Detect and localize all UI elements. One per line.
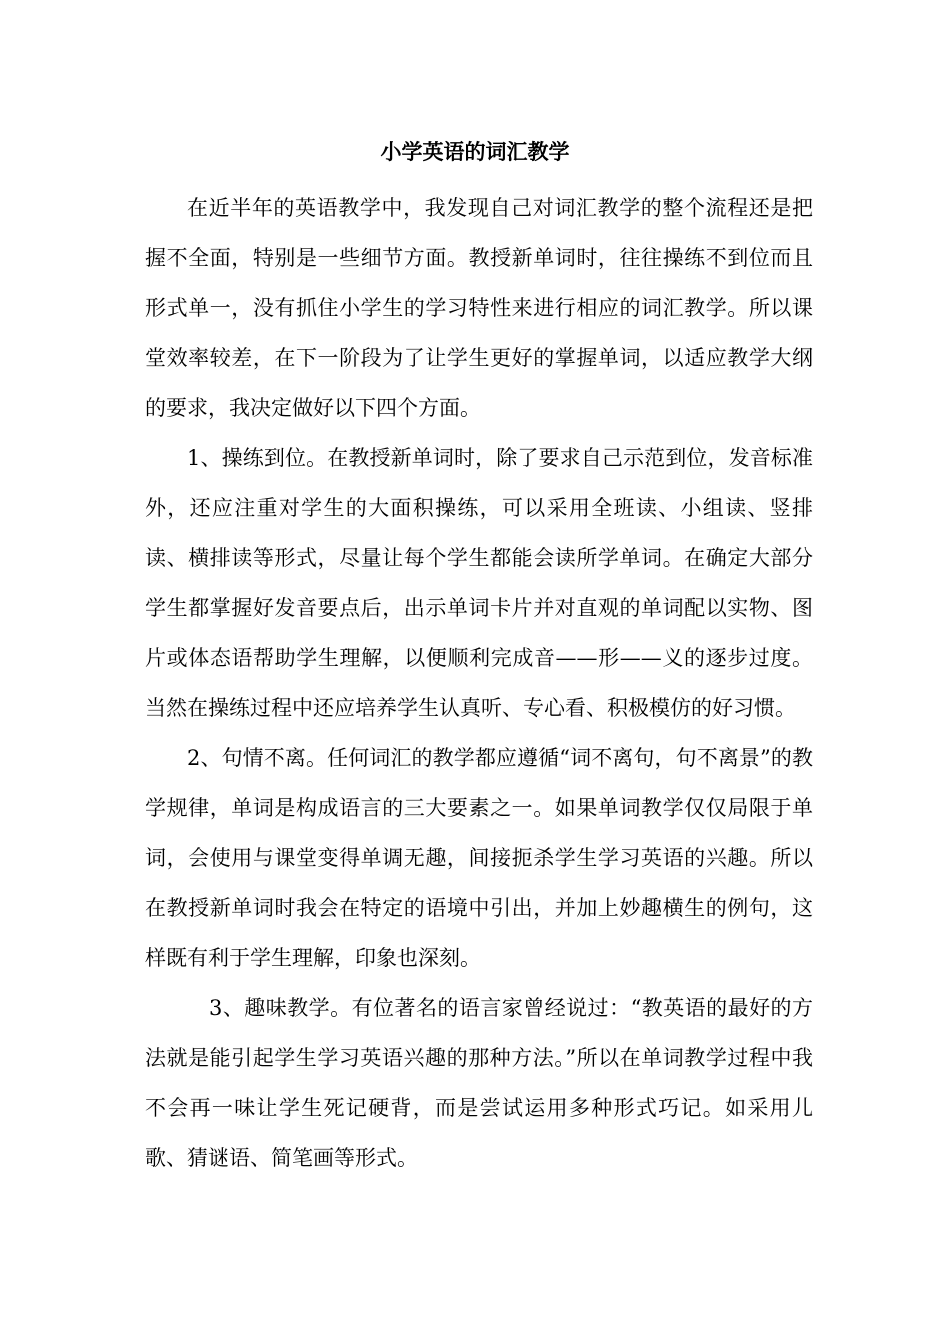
paragraph-point-2: 2、句情不离。任何词汇的教学都应遵循“词不离句，句不离景”的教学规律，单词是构成语言的三大要素之一。如果单词教学仅仅局限于单词，会使用与课堂变得单调无趣，间接扼杀学生学习英语的兴趣。所以在教授新单词时我会在特定的语境中引出，并加上妙趣横生的例句，这样既有利于学生理解，印象也深刻。 xyxy=(145,746,813,970)
paragraph-intro: 在近半年的英语教学中，我发现自己对词汇教学的整个流程还是把握不全面，特别是一些细节方面。教授新单词时，往往操练不到位而且形式单一，没有抓住小学生的学习特性来进行相应的词汇教学。所以课堂效率较差，在下一阶段为了让学生更好的掌握单词，以适应教学大纲的要求，我决定做好以下四个方面。 xyxy=(145,196,813,420)
document-body xyxy=(145,183,813,1183)
paragraph-point-1: 1、操练到位。在教授新单词时，除了要求自己示范到位，发音标准外，还应注重对学生的大面积操练，可以采用全班读、小组读、竖排读、横排读等形式，尽量让每个学生都能会读所学单词。在确定大部分学生都掌握好发音要点后，出示单词卡片并对直观的单词配以实物、图片或体态语帮助学生理解，以便顺利完成音——形——义的逐步过度。当然在操练过程中还应培养学生认真听、专心看、积极模仿的好习惯。 xyxy=(145,446,813,720)
paragraph-point-3: 3、趣味教学。有位著名的语言家曾经说过：“教英语的最好的方法就是能引起学生学习英语兴趣的那种方法。”所以在单词教学过程中我不会再一味让学生死记硬背，而是尝试运用多种形式巧记。如采用儿歌、猜谜语、简笔画等形式。 xyxy=(145,996,813,1170)
document-title: 小学英语的词汇教学 xyxy=(380,139,570,164)
